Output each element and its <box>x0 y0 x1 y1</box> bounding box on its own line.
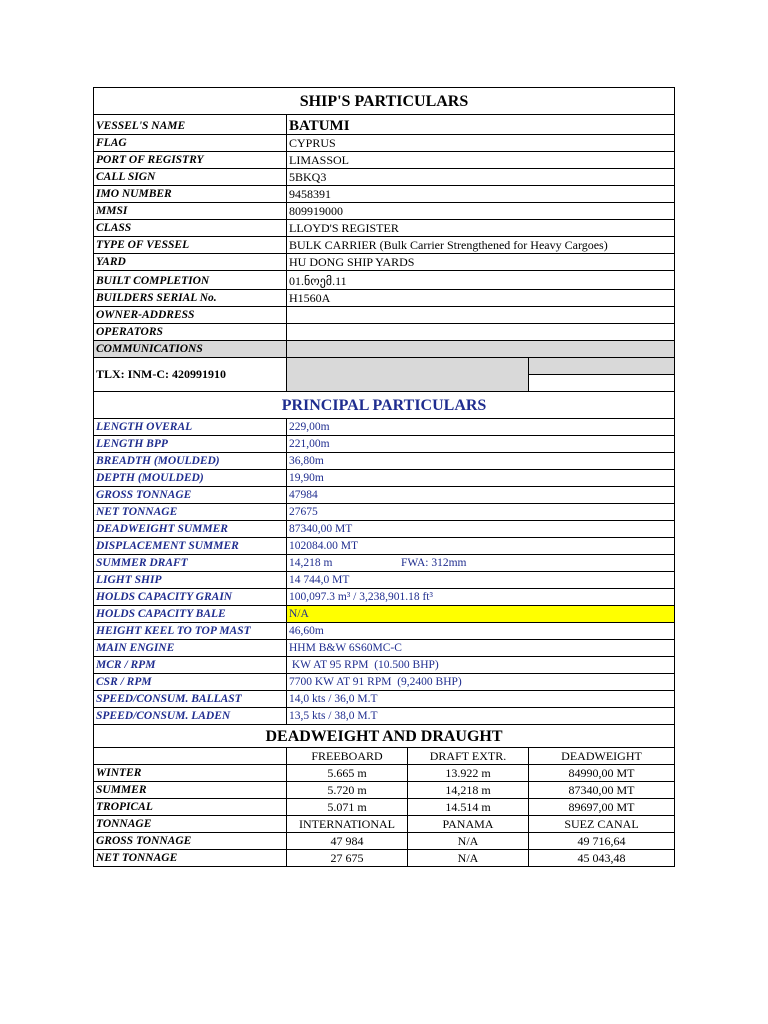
principal-title: PRINCIPAL PARTICULARS <box>94 392 675 419</box>
deadweight-summer-value: 87340,00 MT <box>287 521 675 538</box>
holds-capacity-grain-value: 100,097.3 m³ / 3,238,901.18 ft³ <box>287 589 675 606</box>
holds-capacity-grain-label: HOLDS CAPACITY GRAIN <box>94 589 287 606</box>
operators-value <box>287 324 675 341</box>
length-bpp-label: LENGTH BPP <box>94 436 287 453</box>
dw-row-label: GROSS TONNAGE <box>94 833 287 850</box>
speed-ballast-label: SPEED/CONSUM. BALLAST <box>94 691 287 708</box>
displacement-summer-value: 102084.00 MT <box>287 538 675 555</box>
depth-label: DEPTH (MOULDED) <box>94 470 287 487</box>
dw-cell: 87340,00 MT <box>529 782 675 799</box>
length-overall-label: LENGTH OVERAL <box>94 419 287 436</box>
dw-cell: N/A <box>408 850 529 867</box>
breadth-label: BREADTH (MOULDED) <box>94 453 287 470</box>
dw-header-blank <box>94 748 287 765</box>
csr-rpm-value: 7700 KW AT 91 RPM (9,2400 BHP) <box>287 674 675 691</box>
owner-address-value <box>287 307 675 324</box>
csr-rpm-label: CSR / RPM <box>94 674 287 691</box>
owner-address-label: OWNER-ADDRESS <box>94 307 287 324</box>
speed-ballast-value: 14,0 kts / 36,0 M.T <box>287 691 675 708</box>
fwa-value: FWA: 312mm <box>401 557 467 569</box>
tlx-label: TLX: INM-C: 420991910 <box>94 358 287 392</box>
communications-value <box>287 341 675 358</box>
vessel-name-value: BATUMI <box>287 115 675 135</box>
yard-value: HU DONG SHIP YARDS <box>287 254 675 271</box>
dw-cell: 27 675 <box>287 850 408 867</box>
dw-cell: 89697,00 MT <box>529 799 675 816</box>
built-completion-label: BUILT COMPLETION <box>94 271 287 290</box>
speed-laden-label: SPEED/CONSUM. LADEN <box>94 708 287 725</box>
summer-draft-value: 14,218 m <box>289 557 333 569</box>
dw-cell: SUEZ CANAL <box>529 816 675 833</box>
displacement-summer-label: DISPLACEMENT SUMMER <box>94 538 287 555</box>
light-ship-value: 14 744,0 MT <box>287 572 675 589</box>
dw-cell: 5.720 m <box>287 782 408 799</box>
tlx-subcells <box>529 358 675 392</box>
mcr-rpm-value: KW AT 95 RPM (10.500 BHP) <box>287 657 675 674</box>
dw-cell: 5.665 m <box>287 765 408 782</box>
holds-capacity-bale-value: N/A <box>287 606 675 623</box>
operators-label: OPERATORS <box>94 324 287 341</box>
call-sign-value: 5BKQ3 <box>287 169 675 186</box>
imo-number-label: IMO NUMBER <box>94 186 287 203</box>
flag-label: FLAG <box>94 135 287 152</box>
dw-title: DEADWEIGHT AND DRAUGHT <box>94 725 675 748</box>
dw-header-draft-extr: DRAFT EXTR. <box>408 748 529 765</box>
dw-cell: PANAMA <box>408 816 529 833</box>
dw-cell: 13.922 m <box>408 765 529 782</box>
port-of-registry-label: PORT OF REGISTRY <box>94 152 287 169</box>
type-of-vessel-label: TYPE OF VESSEL <box>94 237 287 254</box>
particulars-table <box>93 87 675 867</box>
length-bpp-value: 221,00m <box>287 436 675 453</box>
class-value: LLOYD'S REGISTER <box>287 220 675 237</box>
mcr-rpm-label: MCR / RPM <box>94 657 287 674</box>
dw-cell: 14,218 m <box>408 782 529 799</box>
dw-header-freeboard: FREEBOARD <box>287 748 408 765</box>
dw-cell: 45 043,48 <box>529 850 675 867</box>
communications-label: COMMUNICATIONS <box>94 341 287 358</box>
dw-row-label: WINTER <box>94 765 287 782</box>
mmsi-label: MMSI <box>94 203 287 220</box>
sheet-title: SHIP'S PARTICULARS <box>94 88 675 115</box>
dw-header-deadweight: DEADWEIGHT <box>529 748 675 765</box>
main-engine-value: HHM B&W 6S60MC-C <box>287 640 675 657</box>
net-tonnage-label: NET TONNAGE <box>94 504 287 521</box>
light-ship-label: LIGHT SHIP <box>94 572 287 589</box>
gross-tonnage-label: GROSS TONNAGE <box>94 487 287 504</box>
dw-cell: 47 984 <box>287 833 408 850</box>
ships-particulars-sheet <box>93 87 674 867</box>
imo-number-value: 9458391 <box>287 186 675 203</box>
holds-capacity-bale-label: HOLDS CAPACITY BALE <box>94 606 287 623</box>
summer-draft-cell <box>287 555 675 572</box>
summer-draft-label: SUMMER DRAFT <box>94 555 287 572</box>
dw-cell: 49 716,64 <box>529 833 675 850</box>
deadweight-summer-label: DEADWEIGHT SUMMER <box>94 521 287 538</box>
port-of-registry-value: LIMASSOL <box>287 152 675 169</box>
breadth-value: 36,80m <box>287 453 675 470</box>
dw-cell: N/A <box>408 833 529 850</box>
yard-label: YARD <box>94 254 287 271</box>
built-completion-value: 01.ნოემ.11 <box>287 271 675 290</box>
length-overall-value: 229,00m <box>287 419 675 436</box>
builders-serial-value: H1560A <box>287 290 675 307</box>
dw-row-label: SUMMER <box>94 782 287 799</box>
vessel-name-label: VESSEL'S NAME <box>94 115 287 135</box>
dw-row-label: NET TONNAGE <box>94 850 287 867</box>
tlx-value <box>287 358 529 392</box>
dw-cell: 5.071 m <box>287 799 408 816</box>
main-engine-label: MAIN ENGINE <box>94 640 287 657</box>
dw-cell: 84990,00 MT <box>529 765 675 782</box>
depth-value: 19,90m <box>287 470 675 487</box>
call-sign-label: CALL SIGN <box>94 169 287 186</box>
speed-laden-value: 13,5 kts / 38,0 M.T <box>287 708 675 725</box>
gross-tonnage-value: 47984 <box>287 487 675 504</box>
dw-row-label: TONNAGE <box>94 816 287 833</box>
net-tonnage-value: 27675 <box>287 504 675 521</box>
flag-value: CYPRUS <box>287 135 675 152</box>
dw-cell: 14.514 m <box>408 799 529 816</box>
dw-cell: INTERNATIONAL <box>287 816 408 833</box>
builders-serial-label: BUILDERS SERIAL No. <box>94 290 287 307</box>
mmsi-value: 809919000 <box>287 203 675 220</box>
dw-row-label: TROPICAL <box>94 799 287 816</box>
type-of-vessel-value: BULK CARRIER (Bulk Carrier Strengthened for Heavy Cargoes) <box>287 237 675 254</box>
class-label: CLASS <box>94 220 287 237</box>
height-keel-value: 46,60m <box>287 623 675 640</box>
height-keel-label: HEIGHT KEEL TO TOP MAST <box>94 623 287 640</box>
